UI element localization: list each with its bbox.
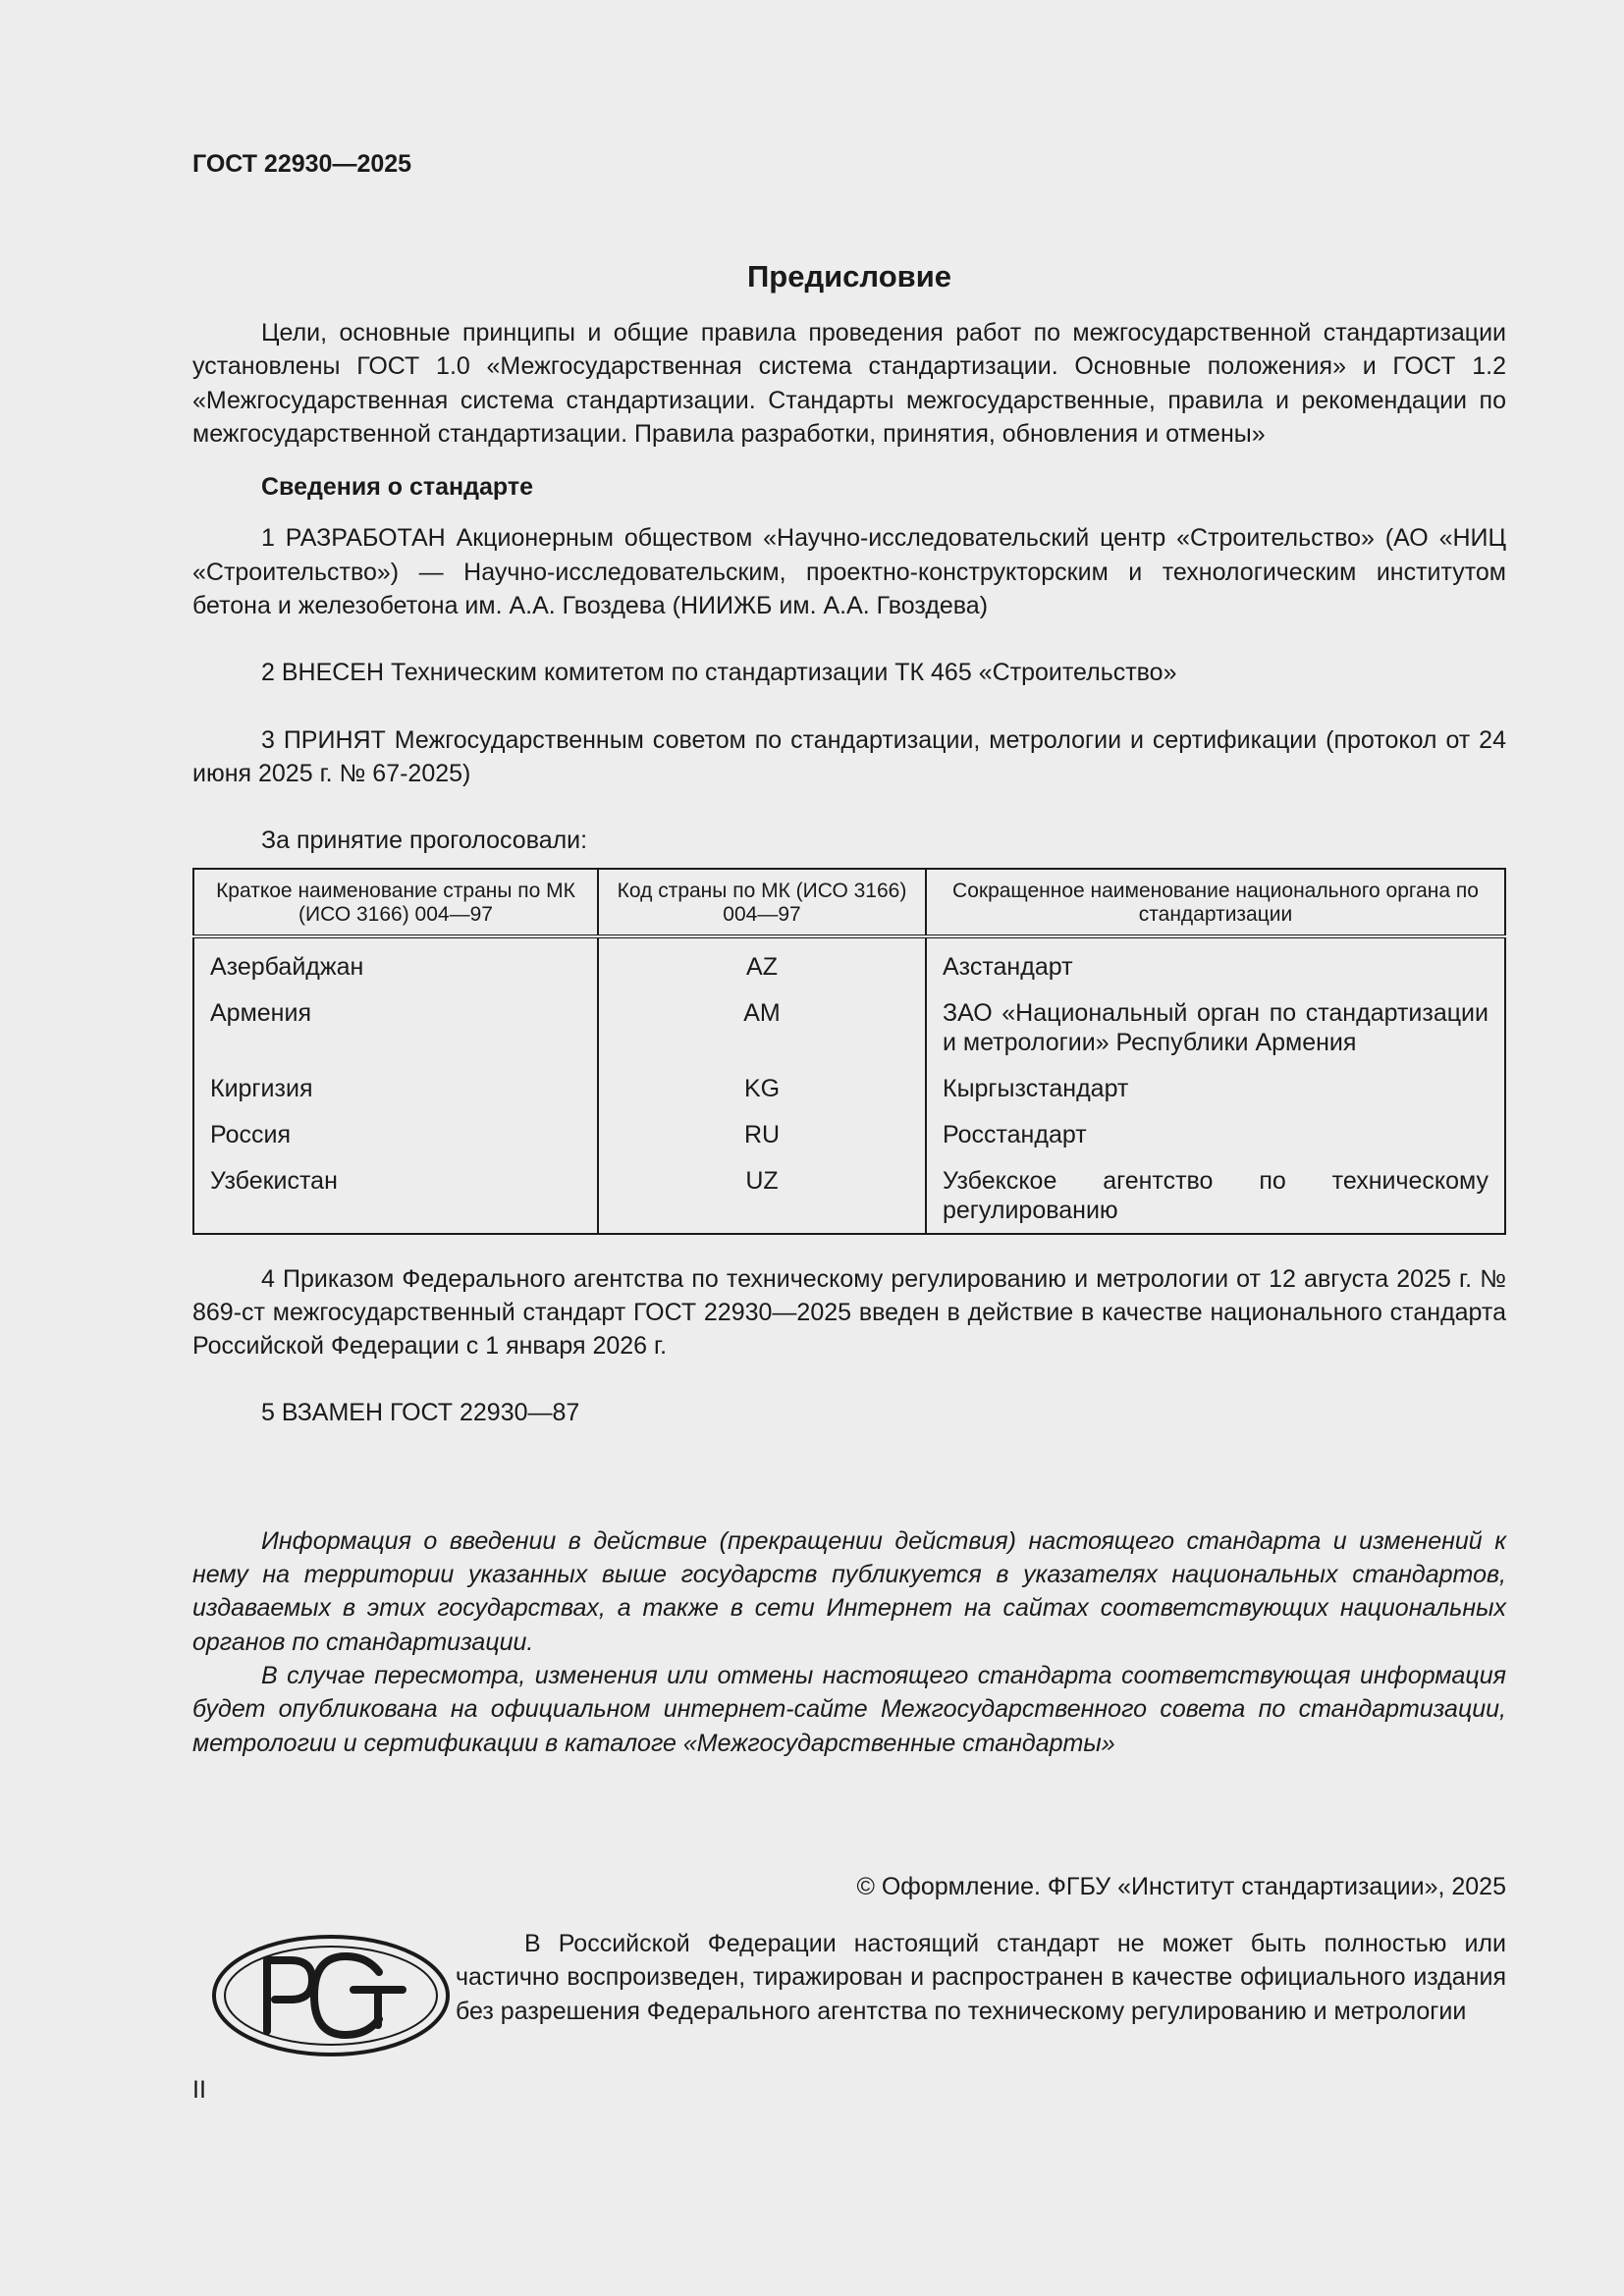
table-row xyxy=(193,990,1505,1066)
body-cell: ЗАО «Национальный орган по стандартизации и метрологии» Республики Армения xyxy=(926,990,1505,1066)
country-cell: Узбекистан xyxy=(210,1166,338,1195)
country-cell: Азербайджан xyxy=(210,952,364,981)
voting-table xyxy=(192,868,1506,1235)
body-cell: Кыргызстандарт xyxy=(926,1066,1505,1112)
info-paragraph-publication: Информация о введении в действие (прекращении действия) настоящего стандарта и изменений к нему на территории указанных выше государств публикуется в указателях национальных стандартов, издаваемых в этих государствах, а также в сети Интернет на сайтах соответствующих национальных органов по стандартизации. xyxy=(192,1526,1506,1656)
voted-intro: За принятие проголосовали: xyxy=(261,827,588,855)
item-enacted: 4 Приказом Федерального агентства по техническому регулированию и метрологии от 12 августа 2025 г. № 869-ст межгосударственный стандарт ГОСТ 22930—2025 введен в действие в качестве национального стандарта Российской Федерации с 1 января 2026 г. xyxy=(192,1264,1506,1361)
foreword-title: Предисловие xyxy=(746,259,951,294)
table-row xyxy=(193,1066,1505,1112)
foreword-intro: Цели, основные принципы и общие правила проведения работ по межгосударственной стандартизации установлены ГОСТ 1.0 «Межгосударственная система стандартизации. Основные положения» и ГОСТ 1.2 «Межгосударственная система стандартизации. Стандарты межгосударственные, правила и рекомендации по межгосударственной стандартизации. Правила разработки, принятия, обновления и отмены» xyxy=(192,319,1506,448)
code-cell: AM xyxy=(598,990,926,1066)
table-row xyxy=(193,1158,1505,1234)
item-developed: 1 РАЗРАБОТАН Акционерным обществом «Научно-исследовательский центр «Строительство» (АО «НИЦ «Строительство») — Научно-исследовательским, проектно-конструкторским и технологическим институтом бетона и железобетона им. А.А. Гвоздева (НИИЖБ им. А.А. Гвоздева) xyxy=(192,524,1506,620)
column-header-code: Код страны по МК (ИСО 3166) 004—97 xyxy=(598,869,926,936)
code-cell: AZ xyxy=(598,936,926,990)
code-cell: KG xyxy=(598,1066,926,1112)
body-cell: Росстандарт xyxy=(926,1112,1505,1158)
column-header-country: Краткое наименование страны по МК (ИСО 3166) 004—97 xyxy=(193,869,598,936)
body-cell: Узбекское агентство по техническому регулированию xyxy=(926,1158,1505,1234)
code-cell: RU xyxy=(598,1112,926,1158)
info-block xyxy=(192,1524,1506,1760)
rst-certification-mark-icon xyxy=(210,1933,452,2058)
country-cell: Россия xyxy=(210,1120,291,1148)
item-adopted: 3 ПРИНЯТ Межгосударственным советом по стандартизации, метрологии и сертификации (протокол от 24 июня 2025 г. № 67-2025) xyxy=(192,725,1506,787)
table-row xyxy=(193,1112,1505,1158)
document-page xyxy=(192,147,1506,2064)
item-submitted: 2 ВНЕСЕН Техническим комитетом по стандартизации ТК 465 «Строительство» xyxy=(261,659,1177,687)
document-code: ГОСТ 22930—2025 xyxy=(192,150,412,178)
page-number: II xyxy=(192,2076,206,2104)
code-cell: UZ xyxy=(598,1158,926,1234)
country-cell: Армения xyxy=(210,998,311,1027)
footer-row xyxy=(192,1927,1506,2064)
reproduction-notice: В Российской Федерации настоящий стандарт не может быть полностью или частично воспроизведен, тиражирован и распространен в качестве официального издания без разрешения Федерального агентства по техническому регулированию и метрологии xyxy=(456,1930,1506,2025)
info-paragraph-revision: В случае пересмотра, изменения или отмены настоящего стандарта соответствующая информация будет опубликована на официальном интернет-сайте Межгосударственного совета по стандартизации, метрологии и сертификации в каталоге «Межгосударственные стандарты» xyxy=(192,1661,1506,1757)
item-replaces: 5 ВЗАМЕН ГОСТ 22930—87 xyxy=(261,1399,580,1427)
country-cell: Киргизия xyxy=(210,1074,313,1102)
body-cell: Азстандарт xyxy=(926,936,1505,990)
column-header-body: Сокращенное наименование национального органа по стандартизации xyxy=(926,869,1505,936)
table-header-row xyxy=(193,869,1505,936)
copyright-notice: © Оформление. ФГБУ «Институт стандартизации», 2025 xyxy=(856,1872,1506,1900)
table-row xyxy=(193,936,1505,990)
standard-info-heading: Сведения о стандарте xyxy=(261,473,534,502)
